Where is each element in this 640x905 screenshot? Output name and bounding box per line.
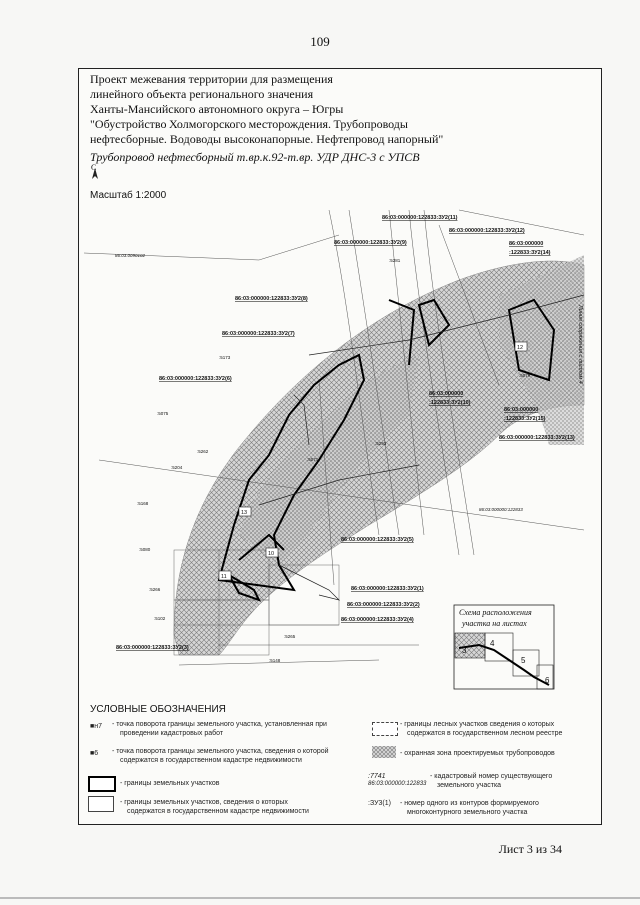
parcel-label-main: 86:03:000000:122833 bbox=[479, 507, 523, 512]
inset-sheet-6: 6 bbox=[545, 676, 550, 685]
legend-protection-zone-swatch bbox=[372, 746, 396, 758]
legend-contour-text-2: многоконтурного земельного участка bbox=[407, 809, 528, 816]
quarter-label-5080: :5080 bbox=[139, 547, 151, 552]
parcel-label-zu2-8: 86:03:000000:122833:ЗУ2(8) bbox=[235, 296, 308, 302]
quarter-label-5265: :5265 bbox=[284, 634, 296, 639]
parcel-label-zu2-1: 86:03:000000:122833:ЗУ2(1) bbox=[351, 586, 424, 592]
inset-title-line-2: участка на листах bbox=[462, 619, 527, 628]
title-line-2: линейного объекта регионального значения bbox=[90, 87, 314, 101]
parcel-label-zu2-13: 86:03:000000:122833:ЗУ2(13) bbox=[499, 435, 575, 441]
title-line-1: Проект межевания территории для размещения bbox=[90, 72, 333, 86]
legend-point-new-text-1: - точка поворота границы земельного участка, установленная при bbox=[112, 721, 327, 728]
box-10: 10 bbox=[268, 551, 275, 557]
sheet-number: Лист 3 из 34 bbox=[498, 842, 562, 856]
quarter-label-5168: :5168 bbox=[137, 501, 149, 506]
quarter-label-5148: :5148 bbox=[269, 658, 281, 663]
legend-registered-parcel-swatch bbox=[88, 796, 114, 812]
parcel-label-zu2-14-b: :122833:ЗУ2(14) bbox=[509, 250, 551, 256]
quarter-label-5071: :5071 bbox=[307, 457, 319, 462]
parcel-label-zu2-5: 86:03:000000:122833:ЗУ2(5) bbox=[341, 537, 414, 543]
title-word: месторождения. bbox=[248, 117, 332, 131]
box-13: 13 bbox=[241, 510, 248, 516]
parcel-label-zu2-15-a: 86:03:000000 bbox=[504, 407, 539, 413]
legend-forest-swatch bbox=[372, 722, 398, 736]
legend-point-existing-symbol: ■6 bbox=[90, 750, 99, 757]
inset-sheet-5: 5 bbox=[521, 656, 526, 665]
parcel-label-zu2-9: 86:03:000000:122833:ЗУ2(9) bbox=[334, 240, 407, 246]
box-11: 11 bbox=[221, 574, 227, 580]
legend-point-existing-text-1: - точка поворота границы земельного участка, сведения о которой bbox=[112, 748, 329, 755]
legend-protection-zone-text: - охранная зона проектируемых трубопроводов bbox=[400, 750, 555, 757]
title-line-3: Ханты-Мансийского автономного округа – Югры bbox=[90, 102, 344, 116]
parcel-label-zu2-14-a: 86:03:000000 bbox=[509, 241, 544, 247]
quarter-label-5204: :5204 bbox=[171, 465, 183, 470]
sheet-join-line-label: Линия сопряжения с листом 4 bbox=[577, 305, 583, 384]
legend-point-existing-text-2: содержатся в государственном кадастре недвижимости bbox=[120, 757, 302, 764]
sheets-layout-inset bbox=[454, 605, 554, 689]
parcel-label-zu2-11: 86:03:000000:122833:ЗУ2(11) bbox=[382, 215, 458, 221]
legend-cadastral-symbol-2: 86:03:000000:122833 bbox=[368, 781, 427, 787]
title-word: "Обустройство bbox=[90, 117, 167, 131]
object-subtitle: Трубопровод нефтесборный т.вр.к.92-т.вр. УДР ДНС-3 с УПСВ bbox=[90, 150, 420, 164]
parcel-label-left: 86:03:0090102 bbox=[115, 253, 146, 258]
legend-registered-parcel-text-2: содержатся в государственном кадастре недвижимости bbox=[127, 808, 309, 815]
parcel-label-zu2-7: 86:03:000000:122833:ЗУ2(7) bbox=[222, 331, 295, 337]
legend-contour-text-1: - номер одного из контуров формируемого bbox=[400, 800, 539, 807]
title-line-4 bbox=[90, 117, 408, 132]
quarter-label-5102: :5102 bbox=[154, 616, 166, 621]
inset-title-line-1: Схема расположения bbox=[459, 608, 532, 617]
parcel-label-zu2-12: 86:03:000000:122833:ЗУ2(12) bbox=[449, 228, 525, 234]
inset-sheet-4: 4 bbox=[490, 639, 495, 648]
legend-cadastral-symbol-1: :7741 bbox=[368, 773, 386, 780]
page-number: 109 bbox=[310, 34, 330, 49]
title-word: Трубопроводы bbox=[333, 117, 408, 131]
scan-edge bbox=[0, 897, 640, 899]
legend-parcel-boundary-swatch bbox=[88, 776, 116, 792]
quarter-label-5293: :5293 bbox=[375, 441, 387, 446]
inset-sheet-3: 3 bbox=[462, 646, 467, 655]
north-arrow bbox=[88, 163, 102, 185]
quarter-label-5281: :5281 bbox=[389, 258, 401, 263]
title-word: Холмогорского bbox=[168, 117, 247, 131]
parcel-label-zu2-2: 86:03:000000:122833:ЗУ2(2) bbox=[347, 602, 420, 608]
legend-title: УСЛОВНЫЕ ОБОЗНАЧЕНИЯ bbox=[90, 704, 226, 715]
map-scale: Масштаб 1:2000 bbox=[90, 190, 167, 201]
cadastral-map bbox=[79, 205, 600, 690]
parcel-label-zu2-15-b: :122833:ЗУ2(15) bbox=[504, 416, 546, 422]
quarter-label-5262: :5262 bbox=[197, 449, 209, 454]
quarter-label-5266: :5266 bbox=[149, 587, 161, 592]
parcel-label-zu2-10-b: :122833:ЗУ2(10) bbox=[429, 400, 471, 406]
parcel-label-zu2-10-a: 86:03:000000 bbox=[429, 391, 464, 397]
parcel-label-zu2-6: 86:03:000000:122833:ЗУ2(6) bbox=[159, 376, 232, 382]
legend-cadastral-text-2: земельного участка bbox=[437, 782, 502, 789]
parcel-label-zu2-3: 86:03:000000:122833:ЗУ2(3) bbox=[116, 645, 189, 651]
title-line-5: нефтесборные. Водоводы высоконапорные. Нефтепровод напорный" bbox=[90, 132, 444, 146]
parcel-label-zu2-4: 86:03:000000:122833:ЗУ2(4) bbox=[341, 617, 414, 623]
quarter-label-5075: :5075 bbox=[157, 411, 169, 416]
legend-point-new-symbol: ■н7 bbox=[90, 723, 102, 730]
legend-registered-parcel-text-1: - границы земельных участков, сведения о которых bbox=[120, 799, 288, 806]
legend-cadastral-text-1: - кадастровый номер существующего bbox=[430, 773, 553, 780]
box-12: 12 bbox=[517, 345, 524, 351]
legend-forest-text-1: - границы лесных участков сведения о которых bbox=[400, 721, 555, 728]
north-label: С bbox=[91, 163, 97, 172]
legend-point-new-text-2: проведении кадастровых работ bbox=[120, 730, 224, 737]
legend-contour-symbol: :ЗУ3(1) bbox=[368, 800, 391, 807]
legend-parcel-boundary-text: - границы земельных участков bbox=[120, 780, 220, 787]
quarter-label-5079: :5079 bbox=[519, 373, 531, 378]
quarter-label-5173: :5173 bbox=[219, 355, 231, 360]
legend-forest-text-2: содержатся в государственном лесном реестре bbox=[407, 730, 563, 737]
project-title bbox=[90, 72, 590, 147]
